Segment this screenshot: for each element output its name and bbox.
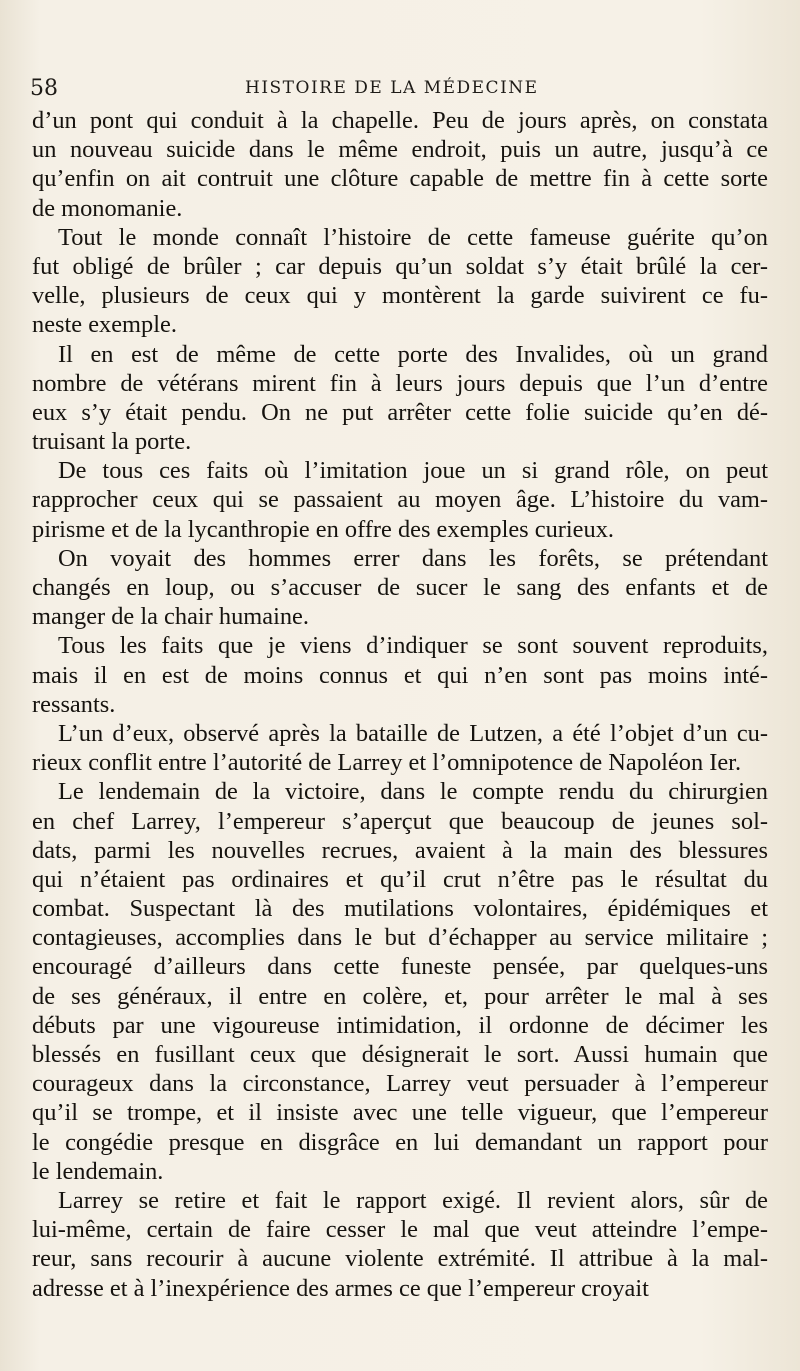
text-line: en chef Larrey, l’empereur s’aperçut que beaucoup de jeunes sol- <box>32 807 768 835</box>
text-line: manger de la chair humaine. <box>32 603 309 631</box>
text-line: changés en loup, ou s’accuser de sucer le sang des enfants et de <box>32 574 768 601</box>
text-line: contagieuses, accomplies dans le but d’échapper au service militaire ; <box>32 924 768 952</box>
text-line: truisant la porte. <box>32 428 192 456</box>
paragraph <box>32 456 768 544</box>
text-line: d’un pont qui conduit à la chapelle. Peu de jours après, on constata <box>32 107 768 134</box>
text-line: un nouveau suicide dans le même endroit, puis un autre, jusqu’à ce <box>32 136 768 164</box>
text-line: pirisme et de la lycanthropie en offre des exemples curieux. <box>32 515 614 543</box>
running-title: HISTOIRE DE LA MÉDECINE <box>245 78 539 98</box>
text-line: dats, parmi les nouvelles recrues, avaient à la main des blessures <box>32 836 768 864</box>
paragraph <box>32 223 768 340</box>
text-line: combat. Suspectant là des mutilations volontaires, épidémiques et <box>32 895 768 923</box>
text-line: de monomanie. <box>32 194 183 222</box>
text-line: reur, sans recourir à aucune violente extrémité. Il attribue à la mal- <box>32 1245 768 1273</box>
paragraph <box>32 777 768 1186</box>
paragraph <box>32 719 768 777</box>
text-line: L’un d’eux, observé après la bataille de Lutzen, a été l’objet d’un cu- <box>58 719 768 747</box>
text-line: On voyait des hommes errer dans les forêts, se prétendant <box>58 544 768 572</box>
text-line: Tout le monde connaît l’histoire de cette fameuse guérite qu’on <box>58 223 768 251</box>
text-line: qui n’étaient pas ordinaires et qu’il crut n’être pas le résultat du <box>32 865 768 893</box>
text-line: débuts par une vigoureuse intimidation, il ordonne de décimer les <box>32 1011 768 1039</box>
text-line: nombre de vétérans mirent fin à leurs jours depuis que l’un d’entre <box>32 369 768 397</box>
running-header <box>30 72 766 102</box>
paragraph <box>32 340 768 457</box>
text-line: qu’enfin on ait contruit une clôture capable de mettre fin à cette sorte <box>32 165 768 193</box>
text-line: neste exemple. <box>32 311 177 339</box>
text-line: Larrey se retire et fait le rapport exigé. Il revient alors, sûr de <box>58 1186 768 1214</box>
paragraph <box>32 106 768 223</box>
text-line: velle, plusieurs de ceux qui y montèrent la garde suivirent ce fu- <box>32 282 768 310</box>
text-line: Le lendemain de la victoire, dans le compte rendu du chirurgien <box>58 778 768 806</box>
text-line: de ses généraux, il entre en colère, et, pour arrêter le mal à ses <box>32 982 768 1010</box>
body-text <box>32 106 768 1303</box>
text-line: blessés en fusillant ceux que désignerait le sort. Aussi humain que <box>32 1041 768 1068</box>
text-line: rapprocher ceux qui se passaient au moyen âge. L’histoire du vam- <box>32 486 768 514</box>
text-line: courageux dans la circonstance, Larrey veut persuader à l’empereur <box>32 1070 768 1098</box>
paragraph <box>32 631 768 719</box>
text-line: eux s’y était pendu. On ne put arrêter cette folie suicide qu’en dé- <box>32 398 768 426</box>
text-line: le congédie presque en disgrâce en lui demandant un rapport pour <box>32 1128 768 1156</box>
text-line: De tous ces faits où l’imitation joue un si grand rôle, on peut <box>58 457 768 485</box>
text-line: qu’il se trompe, et il insiste avec une telle vigueur, que l’empereur <box>32 1099 768 1127</box>
paragraph <box>32 1186 768 1303</box>
text-line: lui-même, certain de faire cesser le mal que veut atteindre l’empe- <box>32 1216 768 1244</box>
paragraph <box>32 544 768 632</box>
text-line: mais il en est de moins connus et qui n’en sont pas moins inté- <box>32 661 768 689</box>
text-line: fut obligé de brûler ; car depuis qu’un soldat s’y était brûlé la cer- <box>32 252 768 280</box>
text-line: adresse et à l’inexpérience des armes ce que l’empereur croyait <box>32 1274 649 1302</box>
text-line: Il en est de même de cette porte des Invalides, où un grand <box>58 340 768 368</box>
page-number: 58 <box>30 76 58 101</box>
text-line: Tous les faits que je viens d’indiquer se sont souvent reproduits, <box>58 632 768 660</box>
text-line: rieux conflit entre l’autorité de Larrey et l’omnipotence de Napoléon Ier. <box>32 749 742 777</box>
text-line: le lendemain. <box>32 1157 164 1185</box>
text-line: ressants. <box>32 690 116 718</box>
text-line: encouragé d’ailleurs dans cette funeste pensée, par quelques-uns <box>32 953 768 981</box>
